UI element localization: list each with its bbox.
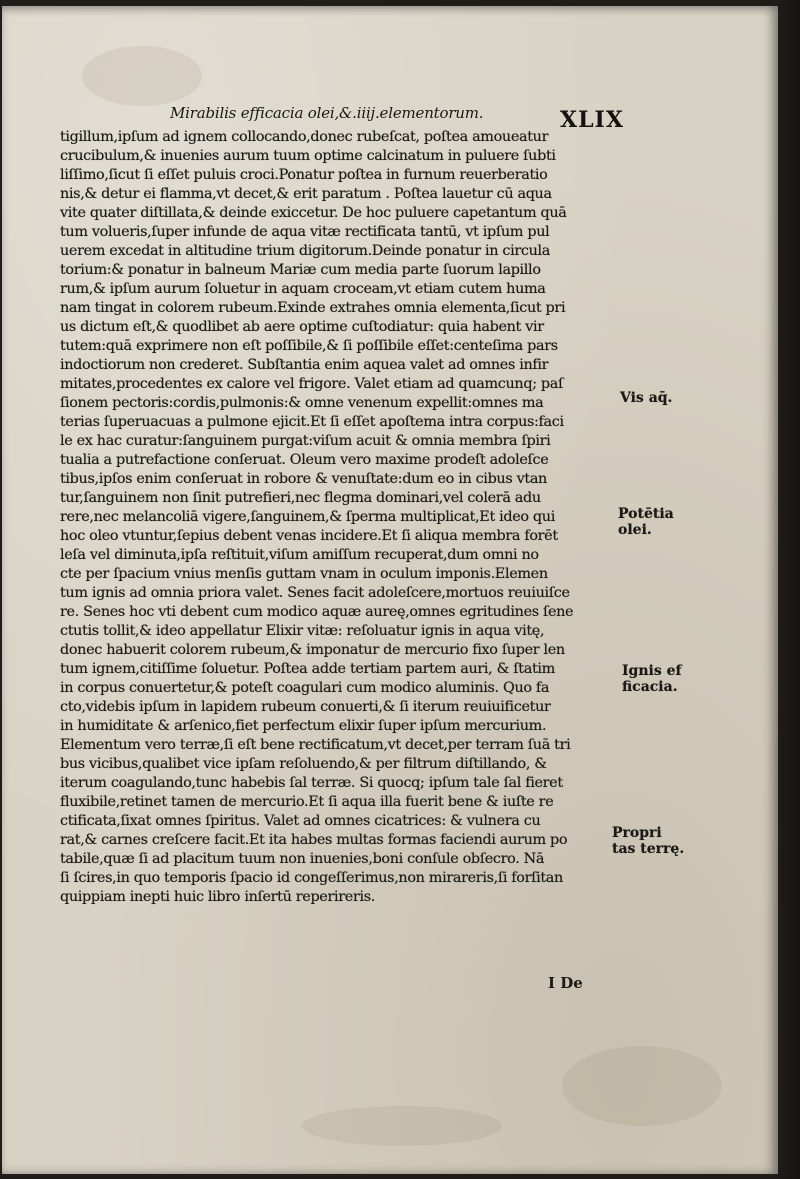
text-line: tum volueris,ſuper infunde de aqua vitæ rectificata tantū, vt ipſum pul [60,224,550,240]
marginal-note-line: tas terrę. [612,841,685,857]
text-line: leſa vel diminuta,ipſa reſtituit,viſum amiſſum recuperat,dum omni no [60,547,539,563]
marginal-note-vis-aquae [620,390,672,406]
text-line: quippiam inepti huic libro inſertū reperireris. [60,889,375,905]
text-line: ſi ſcires,in quo temporis ſpacio id congeſſerimus,non mirareris,ſi forſitan [60,870,563,886]
text-line: uerem excedat in altitudine trium digitorum.Deinde ponatur in circula [60,243,550,259]
text-line: le ex hac curatur:ſanguinem purgat:viſum acuit & omnia membra ſpiri [60,433,551,449]
running-head: Mirabilis efficacia olei,&.iiij.elementorum. [170,104,484,122]
marginal-note-line: Potētia [618,506,674,522]
text-line: Elementum vero terræ,ſi eſt bene rectificatum,vt decet,per terram ſuā tri [60,737,571,753]
foxing-stain [302,1106,502,1146]
text-line: tum ignem,citiſſime ſoluetur. Poſtea adde tertiam partem auri, & ſtatim [60,661,555,677]
text-line: tur,ſanguinem non ſinit putrefieri,nec flegma dominari,vel colerā adu [60,490,541,506]
text-line: ſionem pectoris:cordis,pulmonis:& omne venenum expellit:omnes ma [60,395,544,411]
text-line: ctutis tollit,& ideo appellatur Elixir vitæ: reſoluatur ignis in aqua vitę, [60,623,545,639]
text-line: tabile,quæ ſi ad placitum tuum non inuenies,boni conſule obſecro. Nā [60,851,545,867]
text-line: ctificata,ſixat omnes ſpiritus. Valet ad omnes cicatrices: & vulnera cu [60,813,541,829]
text-line: tualia a putrefactione conſeruat. Oleum vero maxime prodeſt adoleſce [60,452,549,468]
marginal-note-line: Ignis ef [622,663,682,679]
marginal-note-proprietas-terrae [612,825,684,857]
marginal-note-line: Vis aq̄. [620,390,673,406]
marginal-note-potentia-olei [618,506,674,538]
text-line: vite quater diſtillata,& deinde exiccetur. De hoc puluere capetantum quā [60,205,567,221]
text-line: re. Senes hoc vti debent cum modico aquæ aureę,omnes egritudines ſene [60,604,574,620]
text-line: rere,nec melancoliā vigere,ſanguinem,& ſperma multiplicat,Et ideo qui [60,509,555,525]
text-line: indoctiorum non crederet. Subſtantia enim aquea valet ad omnes infir [60,357,549,373]
text-line: nis,& detur ei flamma,vt decet,& erit paratum . Poſtea lauetur cū aqua [60,186,552,202]
text-line: torium:& ponatur in balneum Mariæ cum media parte ſuorum lapillo [60,262,541,278]
marginal-note-line: Propri [612,825,662,841]
page-edge-shadow [778,0,800,1179]
text-line: tutem:quā exprimere non eſt poſſibile,& ſi poſſibile eſſet:centeſima pars [60,338,558,354]
text-line: tum ignis ad omnia priora valet. Senes facit adoleſcere,mortuos reuiuiſce [60,585,570,601]
text-line: tibus,ipſos enim conſeruat in robore & venuſtate:dum eo in cibus vtan [60,471,547,487]
foxing-stain [82,46,202,106]
text-line: rum,& ipſum aurum ſoluetur in aquam croceam,vt etiam cutem huma [60,281,546,297]
text-line: us dictum eſt,& quodlibet ab aere optime cuſtodiatur: quia habent vir [60,319,544,335]
text-line: rat,& carnes creſcere facit.Et ita habes multas formas faciendi aurum po [60,832,568,848]
foxing-stain [562,1046,722,1126]
text-line: nam tingat in colorem rubeum.Exinde extrahes omnia elementa,ſicut pri [60,300,566,316]
catchword: I De [548,974,583,992]
text-line: liſſimo,ſicut ſi eſſet puluis croci.Ponatur poſtea in furnum reuerberatio [60,167,548,183]
text-line: cte per ſpacium vnius menſis guttam vnam in oculum imponis.Elemen [60,566,548,582]
text-line: terias ſuperuacuas a pulmone ejicit.Et ſi eſſet apoſtema intra corpus:faci [60,414,564,430]
main-text-block [60,128,620,907]
text-line: tigillum,ipſum ad ignem collocando,donec rubeſcat, poſtea amoueatur [60,129,549,145]
text-line: in corpus conuertetur,& poteſt coagulari cum modico aluminis. Quo fa [60,680,550,696]
text-line: iterum coagulando,tunc habebis ſal terræ. Si quocq; ipſum tale ſal fieret [60,775,563,791]
text-line: crucibulum,& inuenies aurum tuum optime calcinatum in puluere ſubti [60,148,556,164]
marginal-note-line: ficacia. [622,679,678,695]
marginal-note-ignis-efficacia [622,663,682,695]
marginal-note-line: olei. [618,522,652,538]
text-line: donec habuerit colorem rubeum,& imponatur de mercurio fixo ſuper len [60,642,565,658]
text-line: hoc oleo vtuntur,ſepius debent venas incidere.Et ſi aliqua membra forēt [60,528,558,544]
text-line: bus vicibus,qualibet vice ipſam reſoluendo,& per filtrum diſtillando, & [60,756,547,772]
text-line: fluxibile,retinet tamen de mercurio.Et ſi aqua illa fuerit bene & iuſte re [60,794,554,810]
text-line: cto,videbis ipſum in lapidem rubeum conuerti,& ſi iterum reuiuificetur [60,699,551,715]
folio-number: XLIX [560,107,624,133]
text-line: in humiditate & arſenico,fiet perfectum elixir ſuper ipſum mercurium. [60,718,547,734]
text-line: mitates,procedentes ex calore vel frigore. Valet etiam ad quamcunq; paſ [60,376,563,392]
